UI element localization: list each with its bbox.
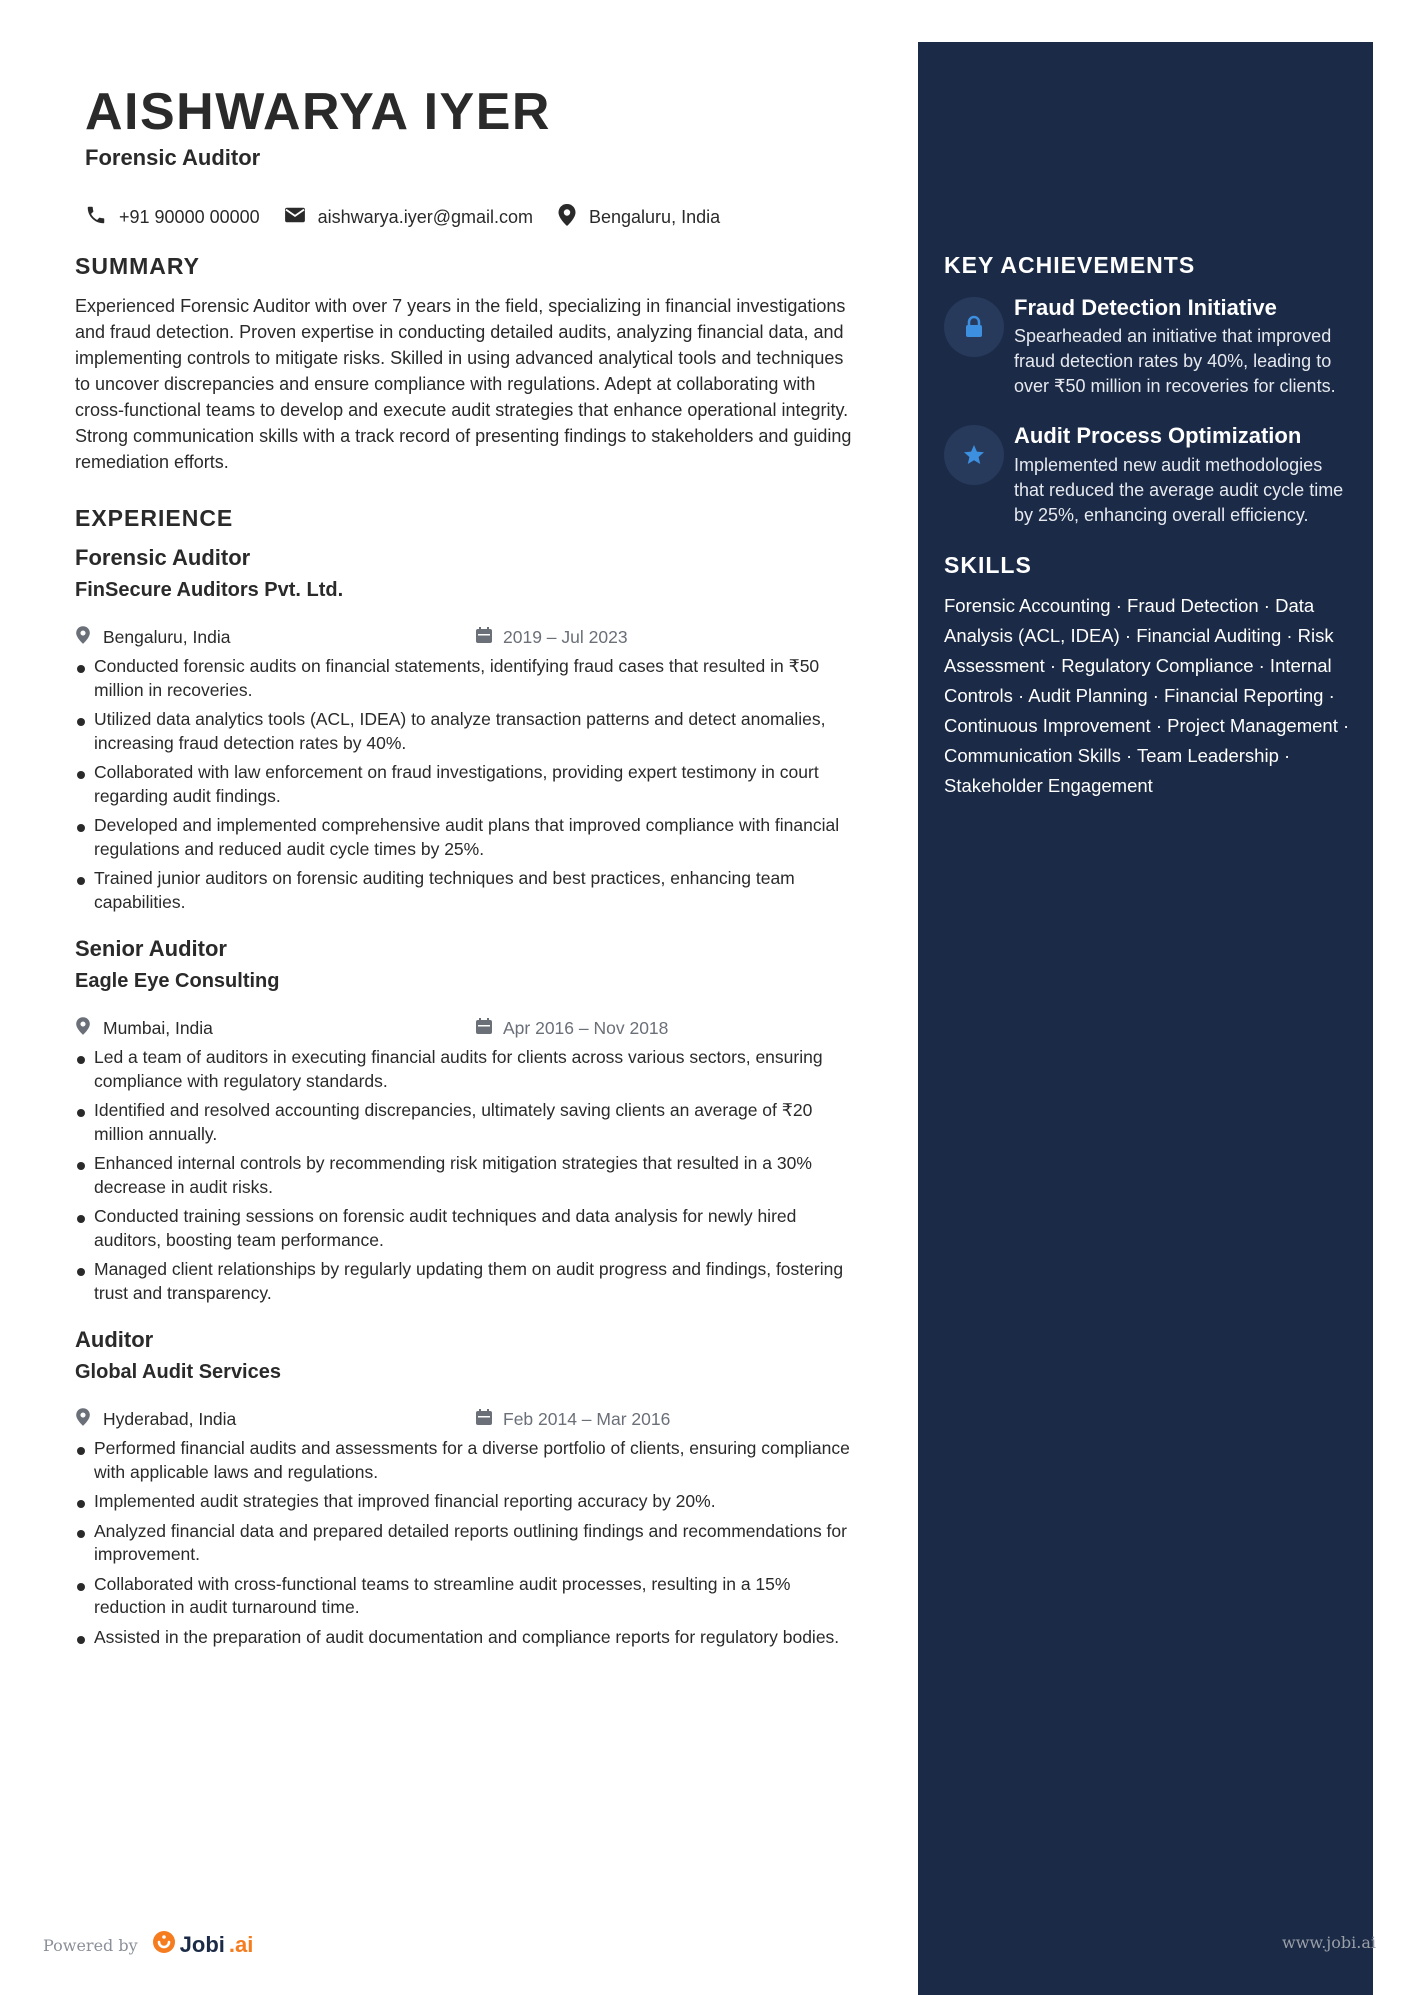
sidebar-content [944, 252, 1354, 801]
list-item: Conducted forensic audits on financial statements, identifying fraud cases that resulted in ₹50 million in recoveries. [75, 655, 860, 702]
list-item: Trained junior auditors on forensic auditing techniques and best practices, enhancing team capabilities. [75, 867, 860, 914]
calendar-icon [475, 1017, 493, 1040]
job-company: Global Audit Services [75, 1361, 281, 1383]
job-location: Hyderabad, India [103, 1408, 237, 1429]
location-pin-icon [75, 1016, 91, 1041]
job-meta [75, 623, 860, 651]
list-item: Analyzed financial data and prepared detailed reports outlining findings and recommendations for improvement. [75, 1520, 860, 1567]
list-item: Conducted training sessions on forensic audit techniques and data analysis for newly hired auditors, boosting team performance. [75, 1205, 860, 1252]
job-location: Bengaluru, India [103, 626, 231, 647]
location-pin-icon [75, 625, 91, 650]
calendar-icon [475, 1408, 493, 1431]
achievement-item [944, 423, 1354, 527]
summary-heading: SUMMARY [75, 253, 200, 279]
job-company: Eagle Eye Consulting [75, 970, 280, 992]
job-dates: 2019 – Jul 2023 [503, 626, 628, 647]
job-dates: Feb 2014 – Mar 2016 [503, 1408, 671, 1429]
list-item: Collaborated with law enforcement on fraud investigations, providing expert testimony in court regarding audit findings. [75, 761, 860, 808]
jobi-logo-icon [152, 1930, 176, 1960]
job-dates: Apr 2016 – Nov 2018 [503, 1017, 669, 1038]
job-company: FinSecure Auditors Pvt. Ltd. [75, 579, 344, 601]
star-icon [944, 425, 1004, 485]
calendar-icon [475, 626, 493, 649]
jobi-logo [152, 1930, 254, 1960]
summary-text: Experienced Forensic Auditor with over 7 years in the field, specializing in financial investigations and fraud detection. Proven expertise in conducting detailed audits, analyzing financial data, and implementing controls to mitigate risks. Skilled in using advanced analytical tools and techniques to uncover discrepancies and ensure compliance with regulations. Adept at collaborating with cross-functional teams to develop and execute audit strategies that enhance operational integrity. Strong communication skills with a track record of presenting findings to stakeholders and guiding remediation efforts. [75, 296, 852, 472]
sidebar [918, 42, 1373, 1995]
experience-entry [75, 545, 860, 920]
mail-icon [284, 206, 306, 229]
skills-list: Forensic Accounting · Fraud Detection · Data Analysis (ACL, IDEA) · Financial Auditing · Risk Assessment · Regulatory Compliance · Internal Controls · Audit Planning · Financial Reporting · Continuous Improvement · Project Management · Communication Skills · Team Leadership · Stakeholder Engagement [944, 594, 1350, 796]
job-bullets [75, 655, 860, 914]
candidate-name: AISHWARYA IYER [85, 83, 551, 141]
experience-entry [75, 936, 860, 1311]
email-address: aishwarya.iyer@gmail.com [317, 207, 533, 227]
job-meta [75, 1405, 860, 1433]
contact-email[interactable] [284, 206, 533, 229]
jobi-logo-suffix: .ai [228, 1932, 254, 1957]
experience-entry [75, 1327, 860, 1655]
powered-by-footer[interactable] [43, 1930, 253, 1960]
list-item: Enhanced internal controls by recommending risk mitigation strategies that resulted in a 30% decrease in audit risks. [75, 1152, 860, 1199]
list-item: Managed client relationships by regularly updating them on audit progress and findings, fostering trust and transparency. [75, 1258, 860, 1305]
contact-location [557, 203, 720, 232]
job-title: Senior Auditor [75, 936, 227, 961]
achievement-item [944, 295, 1354, 399]
location-pin-icon [557, 203, 577, 232]
achievements-heading: KEY ACHIEVEMENTS [944, 252, 1196, 278]
achievement-description: Spearheaded an initiative that improved fraud detection rates by 40%, leading to over ₹50 million in recoveries for clients. [1014, 326, 1336, 397]
job-bullets [75, 1046, 860, 1305]
list-item: Assisted in the preparation of audit documentation and compliance reports for regulatory bodies. [75, 1626, 860, 1650]
powered-by-label: Powered by [43, 1935, 138, 1955]
list-item: Performed financial audits and assessments for a diverse portfolio of clients, ensuring compliance with applicable laws and regulations. [75, 1437, 860, 1484]
contact-phone[interactable] [85, 204, 260, 231]
jobi-logo-text: Jobi [179, 1932, 225, 1957]
phone-number: +91 90000 00000 [119, 207, 260, 227]
contact-row [85, 203, 744, 232]
skills-heading: SKILLS [944, 551, 1032, 578]
list-item: Identified and resolved accounting discrepancies, ultimately saving clients an average of ₹20 million annually. [75, 1099, 860, 1146]
list-item: Implemented audit strategies that improved financial reporting accuracy by 20%. [75, 1490, 860, 1514]
achievement-title: Fraud Detection Initiative [1014, 295, 1277, 320]
achievement-title: Audit Process Optimization [1014, 423, 1302, 449]
list-item: Collaborated with cross-functional teams to streamline audit processes, resulting in a 15% reduction in audit turnaround time. [75, 1573, 860, 1620]
job-title: Auditor [75, 1327, 154, 1352]
candidate-title: Forensic Auditor [85, 145, 261, 170]
achievement-description: Implemented new audit methodologies that reduced the average audit cycle time by 25%, enhancing overall efficiency. [1014, 454, 1344, 525]
phone-icon [85, 204, 107, 231]
experience-heading: EXPERIENCE [75, 505, 234, 531]
job-meta [75, 1014, 860, 1042]
job-location: Mumbai, India [103, 1017, 213, 1038]
website-link[interactable]: www.jobi.ai [1282, 1933, 1376, 1952]
list-item: Utilized data analytics tools (ACL, IDEA) to analyze transaction patterns and detect anomalies, increasing fraud detection rates by 40%. [75, 708, 860, 755]
location-pin-icon [75, 1407, 91, 1432]
location-text: Bengaluru, India [589, 207, 721, 227]
job-title: Forensic Auditor [75, 545, 251, 570]
lock-icon [944, 297, 1004, 357]
list-item: Led a team of auditors in executing financial audits for clients across various sectors, ensuring compliance with regulatory standards. [75, 1046, 860, 1093]
job-bullets [75, 1437, 860, 1649]
list-item: Developed and implemented comprehensive audit plans that improved compliance with financial regulations and reduced audit cycle times by 25%. [75, 814, 860, 861]
